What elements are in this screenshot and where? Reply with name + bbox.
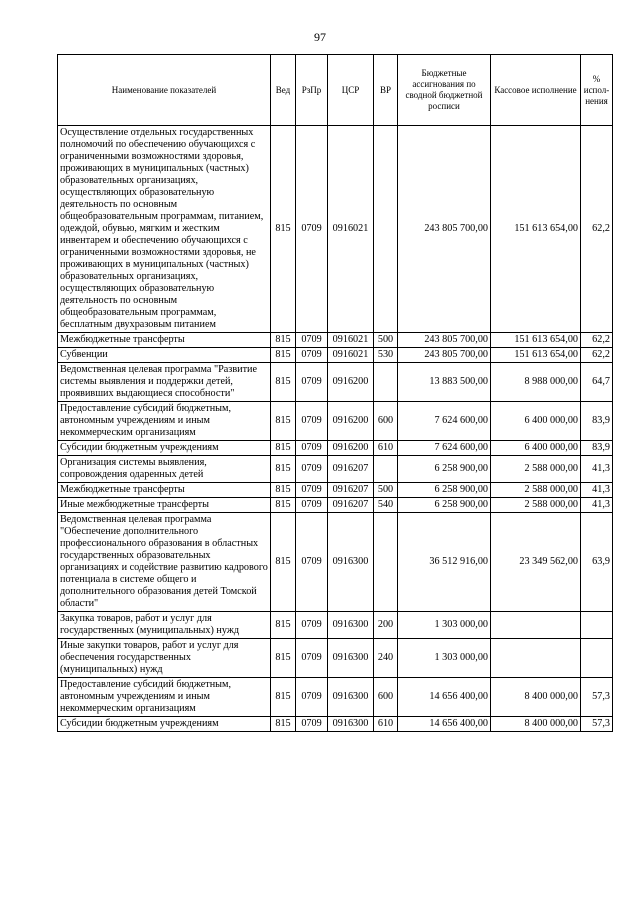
table-header-row: [58, 55, 613, 126]
cell-pct: 63,9: [581, 513, 613, 612]
cell-cash: 2 588 000,00: [491, 498, 581, 513]
cell-ved: 815: [271, 639, 296, 678]
header-vr: ВР: [374, 55, 398, 126]
table-row: [58, 363, 613, 402]
cell-budget: 36 512 916,00: [398, 513, 491, 612]
cell-vr: 200: [374, 612, 398, 639]
cell-rzpr: 0709: [296, 612, 328, 639]
cell-vr: [374, 363, 398, 402]
cell-cash: 2 588 000,00: [491, 483, 581, 498]
table-row: [58, 441, 613, 456]
cell-budget: 243 805 700,00: [398, 333, 491, 348]
cell-vr: 500: [374, 333, 398, 348]
cell-pct: 62,2: [581, 348, 613, 363]
cell-ved: 815: [271, 333, 296, 348]
cell-rzpr: 0709: [296, 333, 328, 348]
cell-name: Ведомственная целевая программа "Обеспечение дополнительного профессионального образования в областных государственных образовательных организациях и содействие развитию кадрового потенциала в системе общего и дополнительного образования детей Томской области": [58, 513, 271, 612]
cell-name: Осуществление отдельных государственных полномочий по обеспечению обучающихся с ограниченными возможностями здоровья, проживающих в муниципальных (частных) образовательных организациях, осуществляющих образовательную деятельность по основным общеобразовательным программам, питанием, одеждой, обувью, мягким и жестким инвентарем и обеспечению обучающихся с ограниченными возможностями здоровья, не проживающих в муниципальных (частных) образовательных организациях, осуществляющих образовательную деятельность по основным общеобразовательным программам, бесплатным двухразовым питанием: [58, 126, 271, 333]
cell-rzpr: 0709: [296, 348, 328, 363]
cell-budget: 6 258 900,00: [398, 498, 491, 513]
cell-csr: 0916021: [328, 333, 374, 348]
table-row: [58, 126, 613, 333]
table-row: [58, 717, 613, 732]
cell-name: Иные межбюджетные трансферты: [58, 498, 271, 513]
cell-budget: 243 805 700,00: [398, 348, 491, 363]
cell-pct: [581, 612, 613, 639]
cell-name: Организация системы выявления, сопровождения одаренных детей: [58, 456, 271, 483]
cell-rzpr: 0709: [296, 498, 328, 513]
cell-csr: 0916300: [328, 513, 374, 612]
cell-vr: 240: [374, 639, 398, 678]
header-name: Наименование показателей: [58, 55, 271, 126]
cell-rzpr: 0709: [296, 513, 328, 612]
header-csr: ЦСР: [328, 55, 374, 126]
cell-pct: 64,7: [581, 363, 613, 402]
cell-csr: 0916300: [328, 612, 374, 639]
cell-vr: [374, 513, 398, 612]
cell-name: Предоставление субсидий бюджетным, автономным учреждениям и иным некоммерческим организациям: [58, 402, 271, 441]
cell-ved: 815: [271, 456, 296, 483]
table-row: [58, 348, 613, 363]
table-row: [58, 333, 613, 348]
cell-rzpr: 0709: [296, 441, 328, 456]
cell-name: Межбюджетные трансферты: [58, 483, 271, 498]
cell-ved: 815: [271, 363, 296, 402]
cell-pct: 41,3: [581, 498, 613, 513]
cell-ved: 815: [271, 612, 296, 639]
cell-budget: 7 624 600,00: [398, 402, 491, 441]
cell-csr: 0916207: [328, 483, 374, 498]
cell-csr: 0916200: [328, 441, 374, 456]
cell-cash: 2 588 000,00: [491, 456, 581, 483]
cell-pct: 62,2: [581, 333, 613, 348]
cell-rzpr: 0709: [296, 126, 328, 333]
cell-pct: [581, 639, 613, 678]
cell-csr: 0916300: [328, 717, 374, 732]
cell-cash: 151 613 654,00: [491, 333, 581, 348]
cell-pct: 62,2: [581, 126, 613, 333]
cell-budget: 14 656 400,00: [398, 678, 491, 717]
cell-pct: 83,9: [581, 441, 613, 456]
cell-vr: 610: [374, 717, 398, 732]
cell-rzpr: 0709: [296, 678, 328, 717]
cell-cash: 6 400 000,00: [491, 402, 581, 441]
cell-name: Ведомственная целевая программа "Развитие системы выявления и поддержки детей, проявивших выдающиеся способности": [58, 363, 271, 402]
cell-cash: [491, 612, 581, 639]
cell-rzpr: 0709: [296, 363, 328, 402]
cell-cash: 6 400 000,00: [491, 441, 581, 456]
cell-csr: 0916021: [328, 348, 374, 363]
cell-ved: 815: [271, 513, 296, 612]
cell-csr: 0916021: [328, 126, 374, 333]
header-ved: Вед: [271, 55, 296, 126]
cell-cash: 151 613 654,00: [491, 126, 581, 333]
cell-vr: [374, 126, 398, 333]
cell-ved: 815: [271, 678, 296, 717]
cell-name: Иные закупки товаров, работ и услуг для обеспечения государственных (муниципальных) нужд: [58, 639, 271, 678]
cell-budget: 1 303 000,00: [398, 639, 491, 678]
cell-csr: 0916207: [328, 456, 374, 483]
table-row: [58, 612, 613, 639]
cell-ved: 815: [271, 441, 296, 456]
cell-csr: 0916300: [328, 639, 374, 678]
cell-rzpr: 0709: [296, 402, 328, 441]
cell-ved: 815: [271, 402, 296, 441]
table-row: [58, 402, 613, 441]
table-row: [58, 678, 613, 717]
header-budget: Бюджетные ассигнования по сводной бюджетной росписи: [398, 55, 491, 126]
cell-cash: 23 349 562,00: [491, 513, 581, 612]
budget-execution-table: [57, 54, 613, 732]
cell-vr: 500: [374, 483, 398, 498]
cell-rzpr: 0709: [296, 483, 328, 498]
header-pct: % испол-нения: [581, 55, 613, 126]
header-rzpr: РзПр: [296, 55, 328, 126]
table-row: [58, 639, 613, 678]
cell-name: Закупка товаров, работ и услуг для государственных (муниципальных) нужд: [58, 612, 271, 639]
cell-cash: 151 613 654,00: [491, 348, 581, 363]
cell-vr: 610: [374, 441, 398, 456]
cell-csr: 0916200: [328, 363, 374, 402]
table-row: [58, 513, 613, 612]
cell-vr: 600: [374, 402, 398, 441]
cell-rzpr: 0709: [296, 456, 328, 483]
cell-vr: [374, 456, 398, 483]
cell-name: Межбюджетные трансферты: [58, 333, 271, 348]
cell-name: Субсидии бюджетным учреждениям: [58, 717, 271, 732]
cell-budget: 6 258 900,00: [398, 456, 491, 483]
table-row: [58, 498, 613, 513]
page-number: 97: [314, 30, 326, 44]
cell-pct: 83,9: [581, 402, 613, 441]
table-row: [58, 483, 613, 498]
cell-budget: 14 656 400,00: [398, 717, 491, 732]
cell-cash: 8 400 000,00: [491, 717, 581, 732]
cell-budget: 13 883 500,00: [398, 363, 491, 402]
cell-budget: 243 805 700,00: [398, 126, 491, 333]
cell-name: Предоставление субсидий бюджетным, автономным учреждениям и иным некоммерческим организациям: [58, 678, 271, 717]
cell-cash: [491, 639, 581, 678]
cell-rzpr: 0709: [296, 717, 328, 732]
cell-ved: 815: [271, 483, 296, 498]
cell-rzpr: 0709: [296, 639, 328, 678]
cell-csr: 0916200: [328, 402, 374, 441]
table-row: [58, 456, 613, 483]
cell-pct: 57,3: [581, 717, 613, 732]
cell-csr: 0916207: [328, 498, 374, 513]
cell-ved: 815: [271, 348, 296, 363]
cell-vr: 540: [374, 498, 398, 513]
cell-budget: 6 258 900,00: [398, 483, 491, 498]
cell-ved: 815: [271, 498, 296, 513]
cell-name: Субвенции: [58, 348, 271, 363]
cell-pct: 41,3: [581, 483, 613, 498]
cell-pct: 57,3: [581, 678, 613, 717]
cell-ved: 815: [271, 126, 296, 333]
cell-name: Субсидии бюджетным учреждениям: [58, 441, 271, 456]
header-cash: Кассовое исполнение: [491, 55, 581, 126]
cell-vr: 600: [374, 678, 398, 717]
cell-pct: 41,3: [581, 456, 613, 483]
cell-csr: 0916300: [328, 678, 374, 717]
cell-budget: 1 303 000,00: [398, 612, 491, 639]
cell-cash: 8 988 000,00: [491, 363, 581, 402]
cell-ved: 815: [271, 717, 296, 732]
cell-cash: 8 400 000,00: [491, 678, 581, 717]
cell-budget: 7 624 600,00: [398, 441, 491, 456]
cell-vr: 530: [374, 348, 398, 363]
